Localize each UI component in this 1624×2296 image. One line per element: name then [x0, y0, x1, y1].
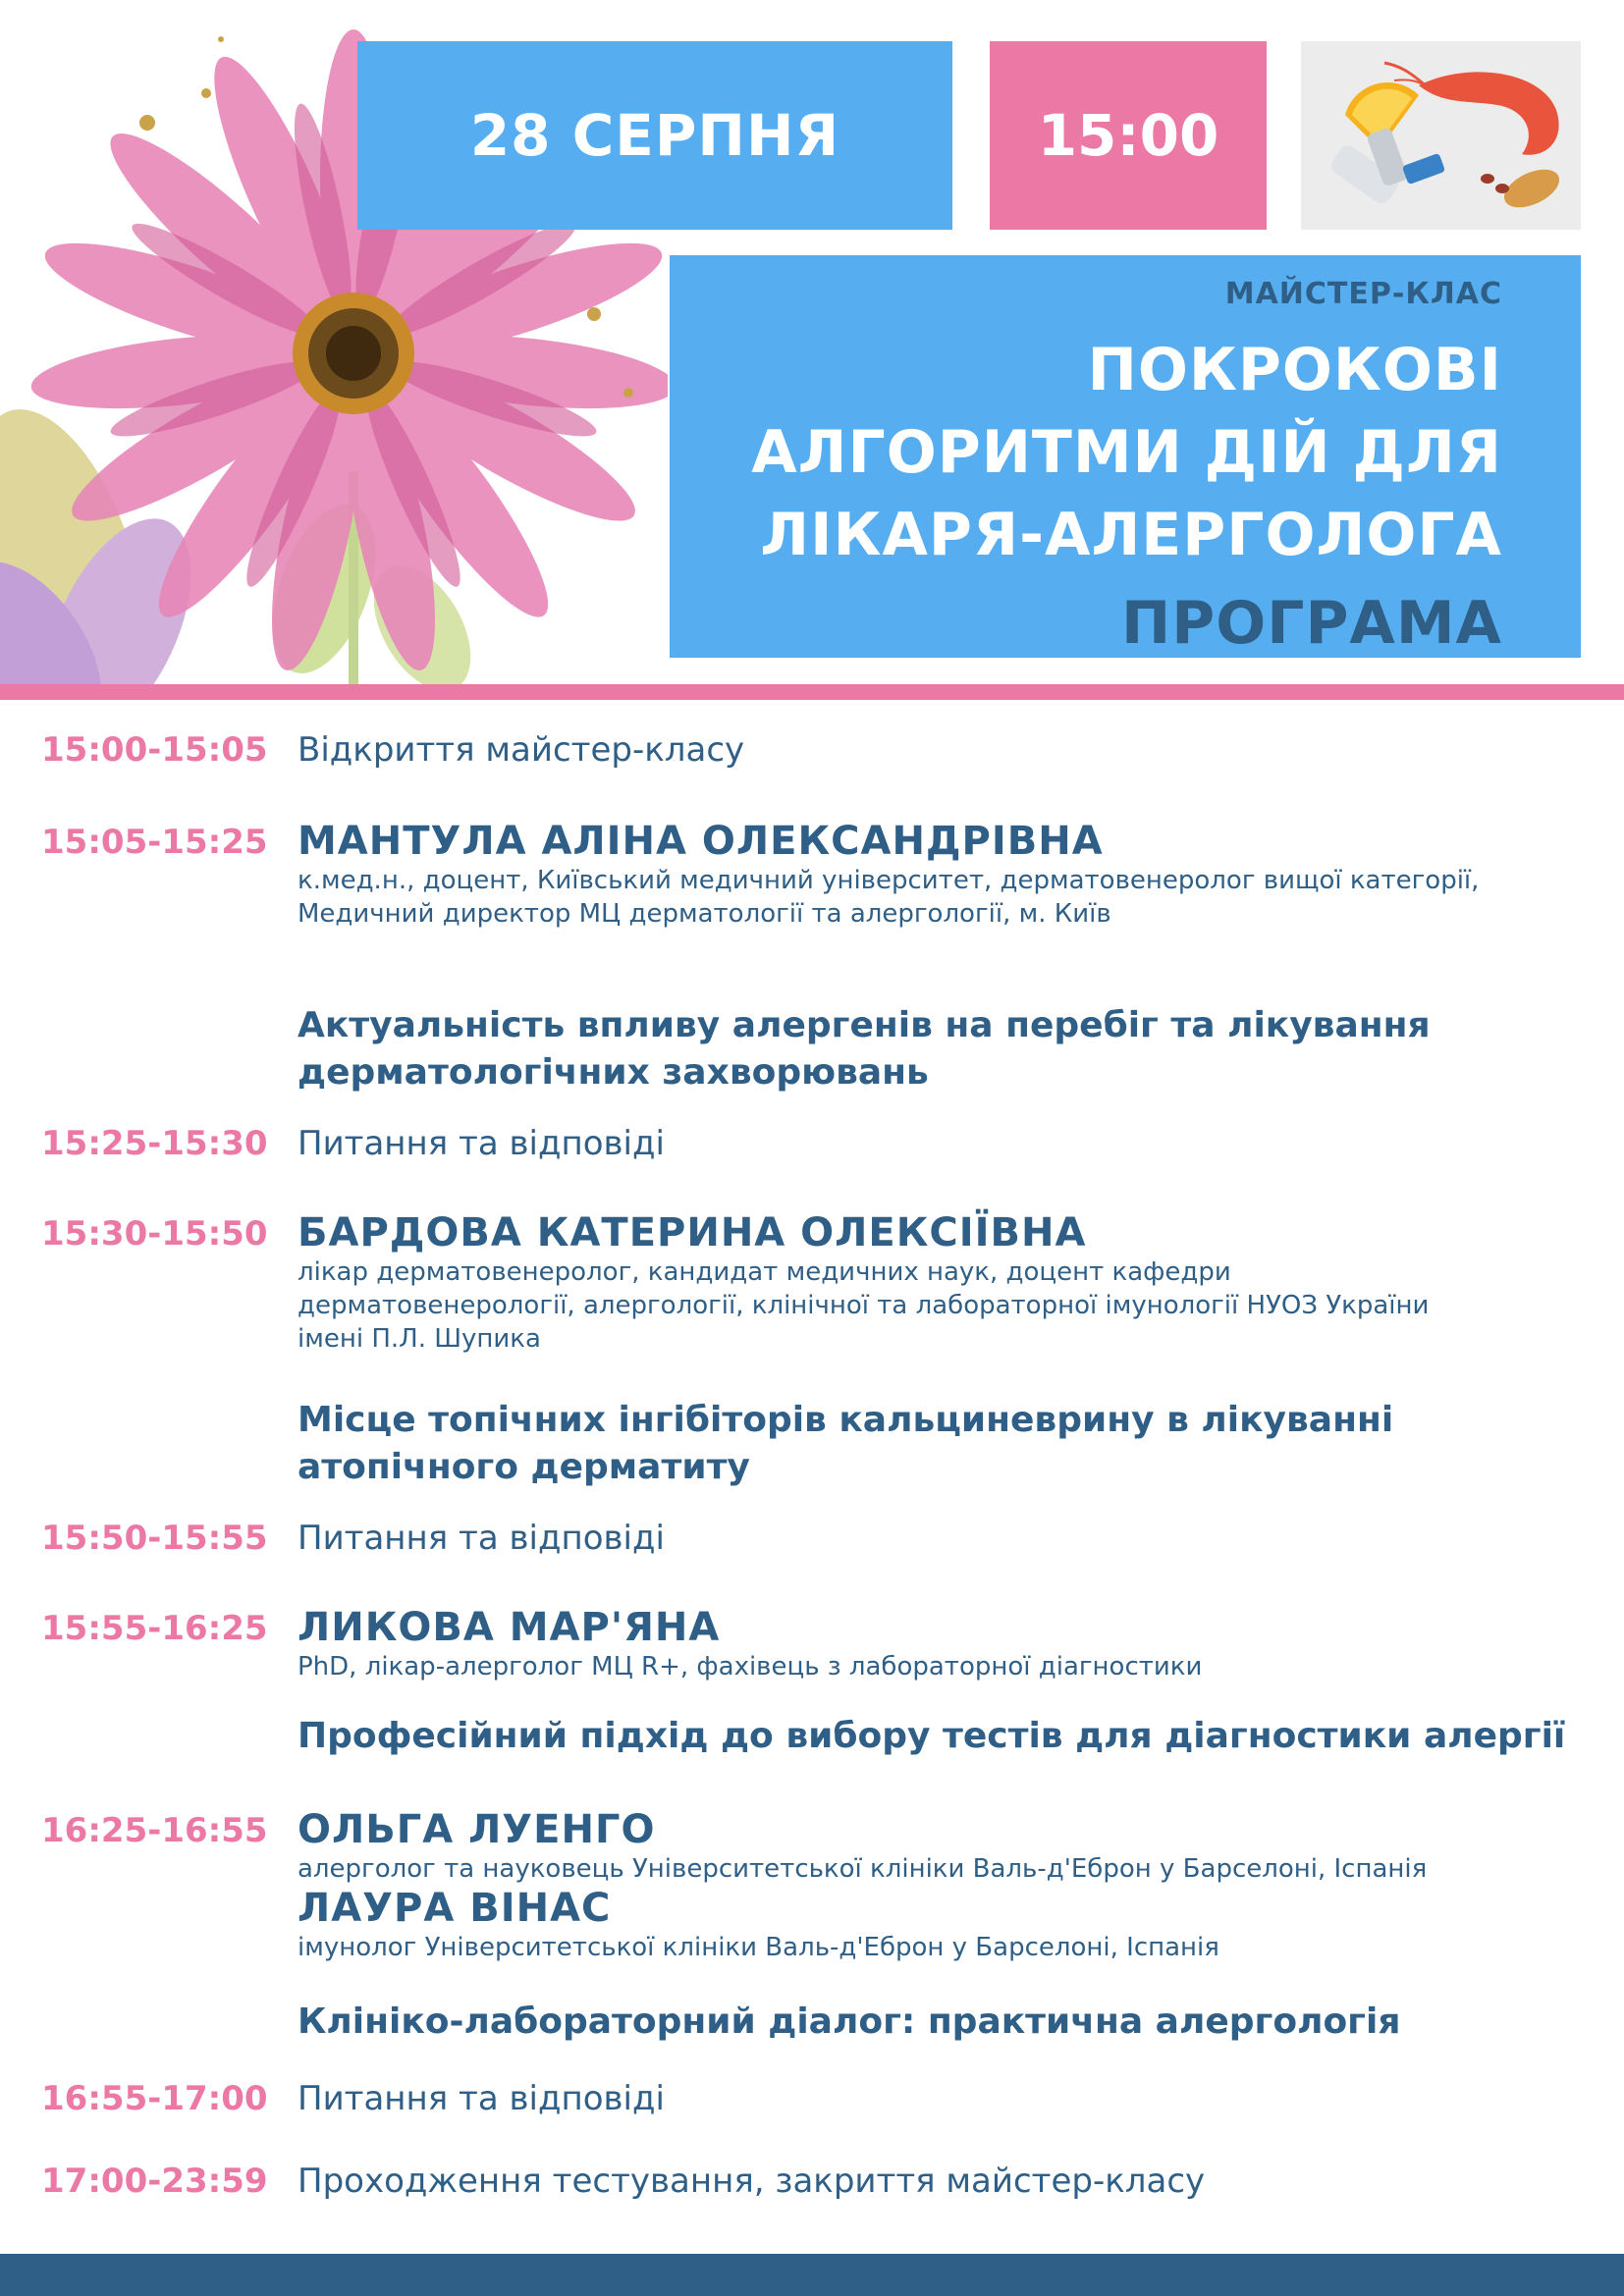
- speaker-bio-line: Медичний директор МЦ дерматології та алергології, м. Київ: [298, 899, 1111, 929]
- schedule-row: [0, 809, 1624, 1002]
- time-slot: 17:00-23:59: [41, 2162, 268, 2201]
- speaker-bio-line: лікар дерматовенеролог, кандидат медичних наук, доцент кафедри: [298, 1257, 1231, 1287]
- title-line-1: ПОКРОКОВІ: [1087, 336, 1502, 404]
- item-text: Відкриття майстер-класу: [298, 730, 745, 770]
- schedule-row: [0, 1999, 1624, 2075]
- speaker-name: ЛАУРА ВІНАС: [298, 1886, 612, 1931]
- event-date: 28 СЕРПНЯ: [357, 41, 952, 230]
- item-text: Питання та відповіді: [298, 1519, 665, 1558]
- item-text: Питання та відповіді: [298, 1124, 665, 1163]
- schedule-row: [0, 1713, 1624, 1801]
- talk-title-line: Актуальність впливу алергенів на перебіг та лікування: [298, 1005, 1431, 1045]
- time-slot: 15:50-15:55: [41, 1519, 268, 1558]
- talk-title-line: дерматологічних захворювань: [298, 1052, 929, 1093]
- event-type: МАЙСТЕР-КЛАС: [1224, 277, 1502, 311]
- speaker-bio-line: к.мед.н., доцент, Київський медичний університет, дерматовенеролог вищої категорії,: [298, 866, 1480, 895]
- header: [0, 0, 1624, 687]
- title-line-2: АЛГОРИТМИ ДІЙ ДЛЯ: [751, 418, 1502, 487]
- title-panel: [670, 255, 1581, 658]
- time-slot: 16:25-16:55: [41, 1811, 268, 1850]
- time-slot: 15:05-15:25: [41, 823, 268, 862]
- schedule-row: [0, 1515, 1624, 1597]
- schedule-row: [0, 1801, 1624, 1999]
- speaker-bio-line: дерматовенерології, алергології, клінічної та лабораторної імунології НУОЗ України: [298, 1291, 1430, 1320]
- footer-bar: [0, 2254, 1624, 2296]
- schedule-row: [0, 2158, 1624, 2240]
- time-slot: 15:30-15:50: [41, 1214, 268, 1254]
- speaker-name: ЛИКОВА МАР'ЯНА: [298, 1605, 721, 1650]
- allergens-illustration: [1301, 41, 1581, 230]
- speaker-bio-line: PhD, лікар-алерголог МЦ R+, фахівець з лабораторної діагностики: [298, 1652, 1203, 1682]
- speaker-bio-line: імунолог Університетської клініки Валь-д'Еброн у Барселоні, Іспанія: [298, 1933, 1219, 1962]
- speaker-bio-line: імені П.Л. Шупика: [298, 1324, 541, 1354]
- speaker-bio-line: алерголог та науковець Університетської клініки Валь-д'Еброн у Барселоні, Іспанія: [298, 1854, 1428, 1884]
- talk-title-line: Клініко-лабораторний діалог: практична алергологія: [298, 2002, 1401, 2042]
- event-time: 15:00: [990, 41, 1267, 230]
- schedule-row: [0, 1002, 1624, 1120]
- schedule: [0, 726, 1624, 2240]
- schedule-row: [0, 1597, 1624, 1713]
- schedule-row: [0, 1202, 1624, 1397]
- speaker-name: ОЛЬГА ЛУЕНГО: [298, 1807, 656, 1852]
- speaker-name: БАРДОВА КАТЕРИНА ОЛЕКСІЇВНА: [298, 1210, 1087, 1255]
- schedule-row: [0, 726, 1624, 809]
- title-line-3: ЛІКАРЯ-АЛЕРГОЛОГА: [760, 501, 1502, 569]
- divider: [0, 684, 1624, 700]
- schedule-row: [0, 2075, 1624, 2158]
- time-slot: 15:25-15:30: [41, 1124, 268, 1163]
- talk-title-line: атопічного дерматиту: [298, 1447, 750, 1487]
- time-slot: 15:00-15:05: [41, 730, 268, 770]
- inhaler-icon: [1327, 127, 1409, 207]
- item-text: Проходження тестування, закриття майстер-класу: [298, 2162, 1206, 2201]
- peanut-icon: [1481, 162, 1565, 215]
- talk-title-line: Місце топічних інгібіторів кальциневрину в лікуванні: [298, 1400, 1394, 1440]
- schedule-row: [0, 1397, 1624, 1515]
- time-slot: 15:55-16:25: [41, 1609, 268, 1648]
- shrimp-icon: [1384, 63, 1559, 155]
- item-text: Питання та відповіді: [298, 2079, 665, 2118]
- toothpaste-icon: [1402, 153, 1445, 185]
- speaker-name: МАНТУЛА АЛІНА ОЛЕКСАНДРІВНА: [298, 819, 1104, 864]
- schedule-row: [0, 1120, 1624, 1202]
- talk-title-line: Професійний підхід до вибору тестів для діагностики алергії: [298, 1716, 1566, 1756]
- time-slot: 16:55-17:00: [41, 2079, 268, 2118]
- program-label: ПРОГРАМА: [1121, 589, 1502, 658]
